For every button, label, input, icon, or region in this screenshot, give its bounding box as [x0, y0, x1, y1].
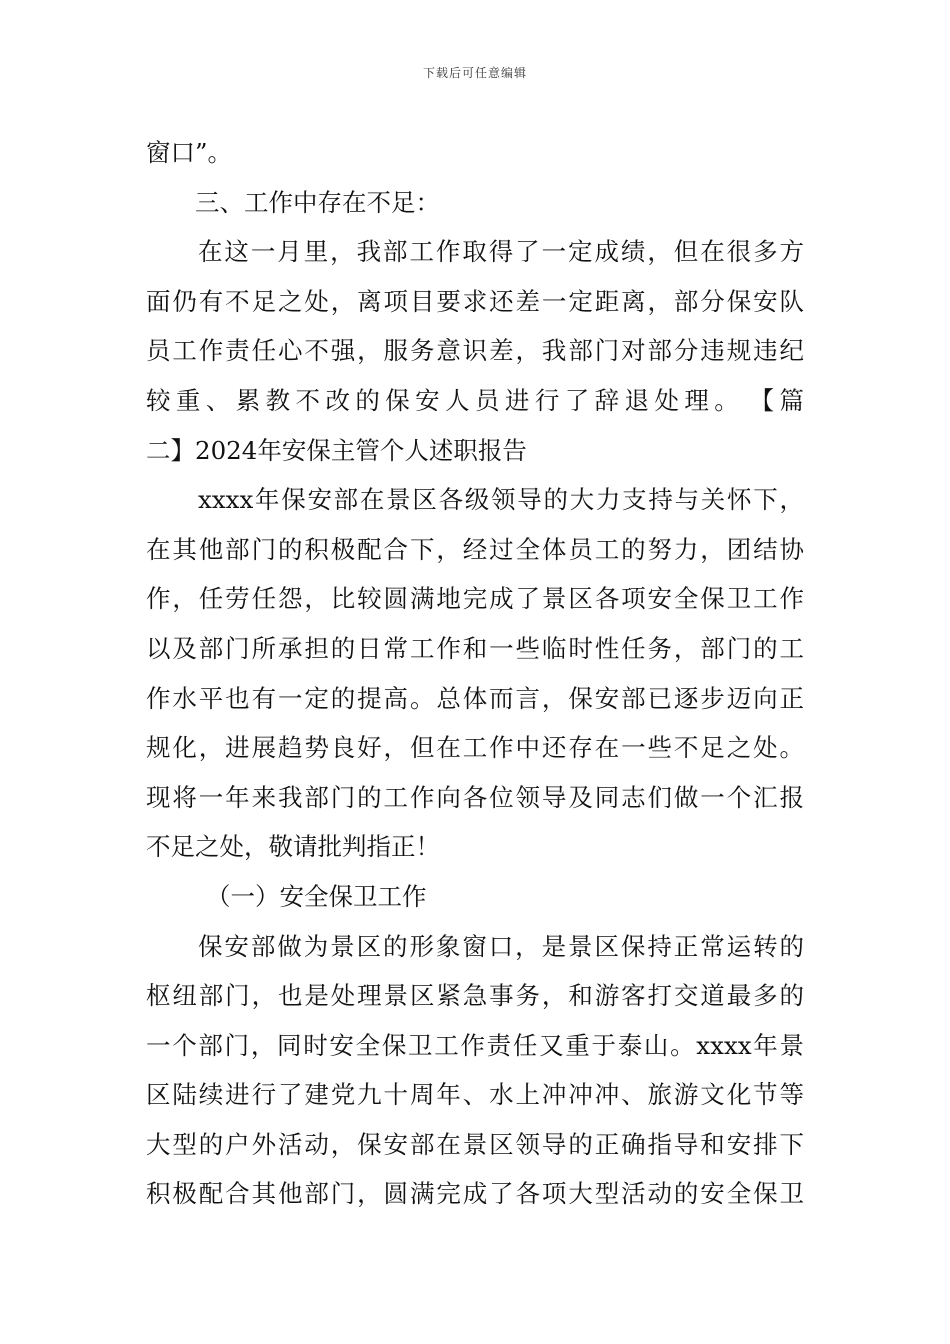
report-title-line: 二】2024年安保主管个人述职报告	[146, 435, 527, 465]
text-line: 以及部门所承担的日常工作和一些临时性任务，部门的工	[146, 633, 804, 663]
text-line: 在其他部门的积极配合下，经过全体员工的努力，团结协	[146, 534, 804, 564]
text-line: 枢纽部门，也是处理景区紧急事务，和游客打交道最多的	[146, 981, 804, 1011]
text-line: 面仍有不足之处，离项目要求还差一定距离，部分保安队	[146, 286, 804, 316]
text-line: 积极配合其他部门，圆满完成了各项大型活动的安全保卫	[146, 1179, 804, 1209]
section-heading: 三、工作中存在不足：	[195, 187, 440, 217]
text-line: 作，任劳任怨，比较圆满地完成了景区各项安全保卫工作	[146, 584, 804, 614]
document-body	[146, 128, 804, 1219]
text-line: 大型的户外活动，保安部在景区领导的正确指导和安排下	[146, 1129, 804, 1159]
text-line: 员工作责任心不强，服务意识差，我部门对部分违规违纪	[146, 336, 804, 366]
text-line: 作水平也有一定的提高。总体而言，保安部已逐步迈向正	[146, 683, 804, 713]
text-line: 规化，进展趋势良好，但在工作中还存在一些不足之处。	[146, 733, 804, 763]
text-line: 保安部做为景区的形象窗口，是景区保持正常运转的	[198, 931, 804, 961]
text-line: 一个部门，同时安全保卫工作责任又重于泰山。xxxx年景	[146, 1030, 804, 1060]
text-line: 现将一年来我部门的工作向各位领导及同志们做一个汇报	[146, 782, 804, 812]
text-line: 在这一月里，我部工作取得了一定成绩，但在很多方	[198, 237, 804, 267]
text-line: xxxx年保安部在景区各级领导的大力支持与关怀下，	[198, 485, 804, 515]
text-line: 区陆续进行了建党九十周年、水上冲冲冲、旅游文化节等	[146, 1080, 804, 1110]
text-line: 不足之处，敬请批判指正！	[146, 832, 440, 862]
subsection-heading: （一）安全保卫工作	[206, 881, 427, 911]
page-header: 下载后可任意编辑	[422, 66, 527, 80]
text-line: 窗口”。	[146, 138, 233, 167]
text-line: 较重、累教不改的保安人员进行了辞退处理。 【篇	[146, 385, 804, 415]
